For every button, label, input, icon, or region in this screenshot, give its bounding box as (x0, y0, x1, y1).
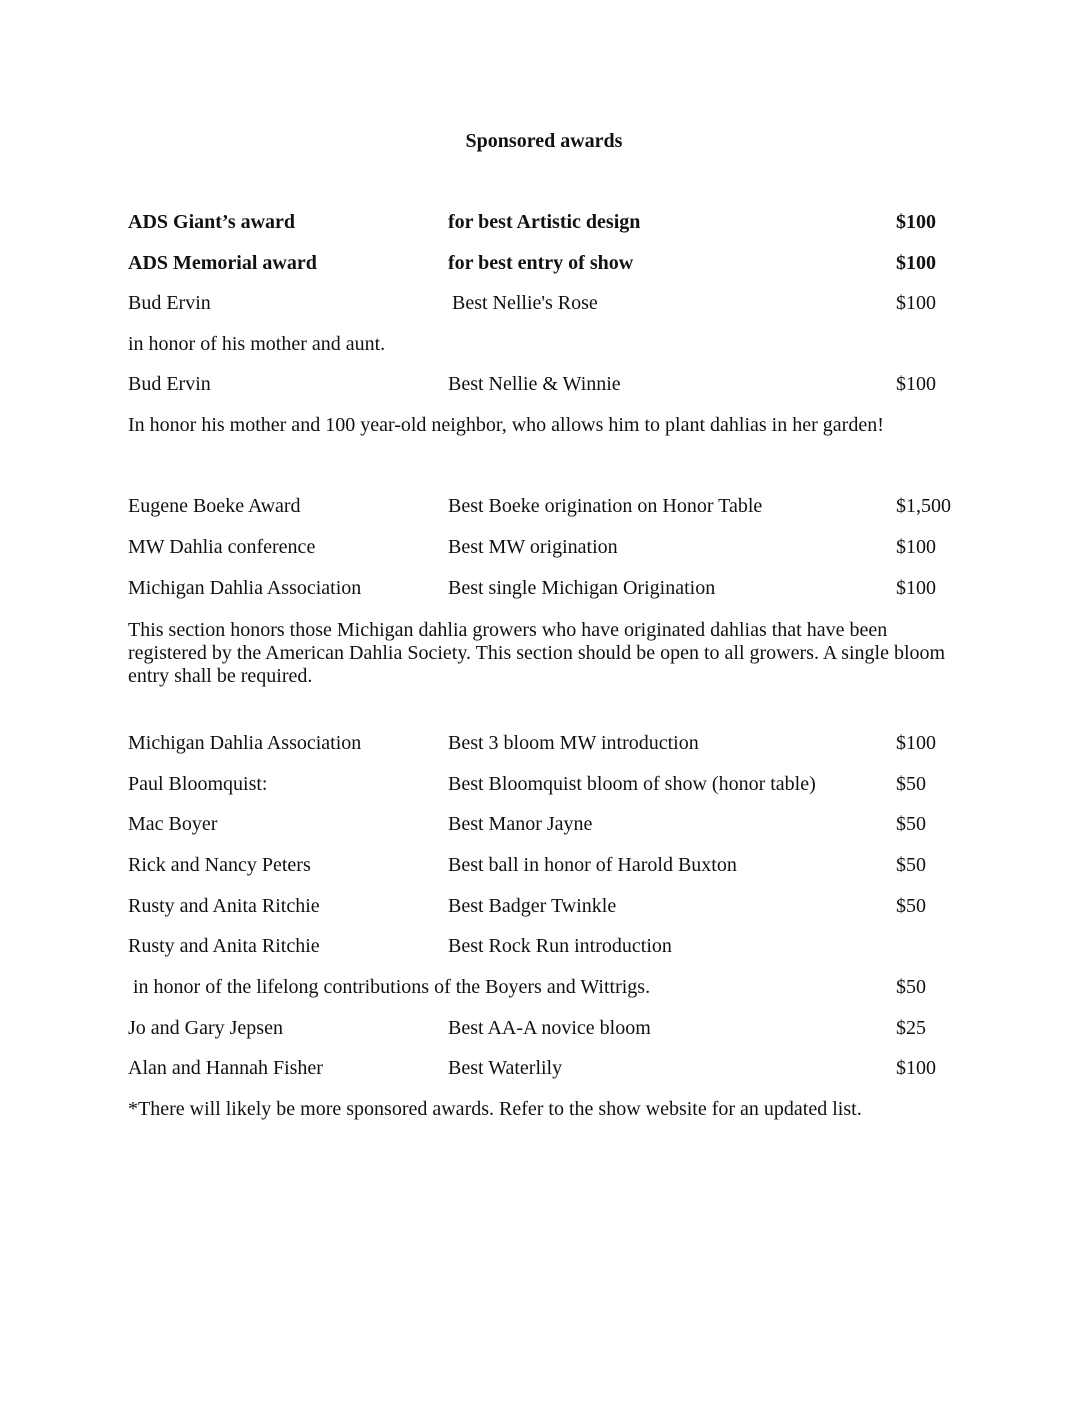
award-amount: $100 (896, 1057, 936, 1079)
award-amount: $100 (896, 732, 936, 754)
award-amount: $50 (896, 813, 926, 835)
award-sponsor: Michigan Dahlia Association (128, 732, 362, 754)
award-amount: $50 (896, 976, 926, 998)
award-amount: $50 (896, 773, 926, 795)
award-description: for best entry of show (448, 252, 634, 274)
award-amount: $100 (896, 373, 936, 395)
award-amount: $50 (896, 895, 926, 917)
award-sponsor: Bud Ervin (128, 292, 211, 314)
award-row (0, 854, 1088, 877)
award-description: Best Rock Run introduction (448, 935, 672, 957)
award-amount: $100 (896, 292, 936, 314)
award-description: Best Waterlily (448, 1057, 563, 1079)
award-description: Best 3 bloom MW introduction (448, 732, 699, 754)
award-row (0, 732, 1088, 755)
award-description: Best Nellie's Rose (452, 292, 598, 314)
award-note-row (0, 333, 1088, 356)
award-description: for best Artistic design (448, 211, 641, 233)
award-description: Best Badger Twinkle (448, 895, 617, 917)
award-row (0, 1057, 1088, 1080)
award-sponsor: Rusty and Anita Ritchie (128, 895, 320, 917)
award-sponsor: Paul Bloomquist: (128, 773, 268, 795)
award-description: Best MW origination (448, 536, 618, 558)
section-paragraph: This section honors those Michigan dahlia growers who have originated dahlias that have been registered by the American Dahlia Society. This section should be open to all growers. A single bloom entry shall be required. (128, 619, 946, 687)
award-row (0, 813, 1088, 836)
award-note-row (0, 976, 1088, 999)
award-amount: $100 (896, 577, 936, 599)
award-sponsor: Mac Boyer (128, 813, 218, 835)
award-note: In honor his mother and 100 year-old neighbor, who allows him to plant dahlias in her garden! (128, 414, 884, 436)
award-row (0, 895, 1088, 918)
award-note: in honor of the lifelong contributions of the Boyers and Wittrigs. (133, 976, 651, 998)
award-description: Best Nellie & Winnie (448, 373, 621, 395)
award-description: Best ball in honor of Harold Buxton (448, 854, 737, 876)
award-note-row (0, 414, 1088, 437)
award-description: Best single Michigan Origination (448, 577, 716, 599)
award-amount: $1,500 (896, 495, 951, 517)
award-sponsor: Bud Ervin (128, 373, 211, 395)
award-row (0, 935, 1088, 958)
award-row (0, 252, 1088, 275)
award-row (0, 773, 1088, 796)
award-sponsor: ADS Memorial award (128, 252, 317, 274)
award-row (0, 536, 1088, 559)
award-row (0, 373, 1088, 396)
award-amount: $100 (896, 536, 936, 558)
award-note: in honor of his mother and aunt. (128, 333, 386, 355)
footnote: *There will likely be more sponsored awards. Refer to the show website for an updated list. (128, 1098, 862, 1120)
award-sponsor: Rusty and Anita Ritchie (128, 935, 320, 957)
award-amount: $100 (896, 252, 936, 274)
award-description: Best Bloomquist bloom of show (honor table) (448, 773, 816, 795)
award-description: Best Boeke origination on Honor Table (448, 495, 763, 517)
footnote-row (0, 1098, 1088, 1121)
award-description: Best AA-A novice bloom (448, 1017, 651, 1039)
award-sponsor: ADS Giant’s award (128, 211, 296, 233)
award-amount: $100 (896, 211, 936, 233)
award-amount: $50 (896, 854, 926, 876)
award-description: Best Manor Jayne (448, 813, 593, 835)
award-sponsor: Jo and Gary Jepsen (128, 1017, 283, 1039)
award-sponsor: Alan and Hannah Fisher (128, 1057, 323, 1079)
page-title: Sponsored awards (465, 130, 623, 152)
award-row (0, 495, 1088, 518)
award-row (0, 211, 1088, 234)
award-sponsor: Rick and Nancy Peters (128, 854, 311, 876)
award-row (0, 292, 1088, 315)
award-sponsor: Michigan Dahlia Association (128, 577, 362, 599)
award-sponsor: MW Dahlia conference (128, 536, 316, 558)
award-row (0, 1017, 1088, 1040)
award-amount: $25 (896, 1017, 926, 1039)
award-sponsor: Eugene Boeke Award (128, 495, 301, 517)
award-row (0, 577, 1088, 600)
